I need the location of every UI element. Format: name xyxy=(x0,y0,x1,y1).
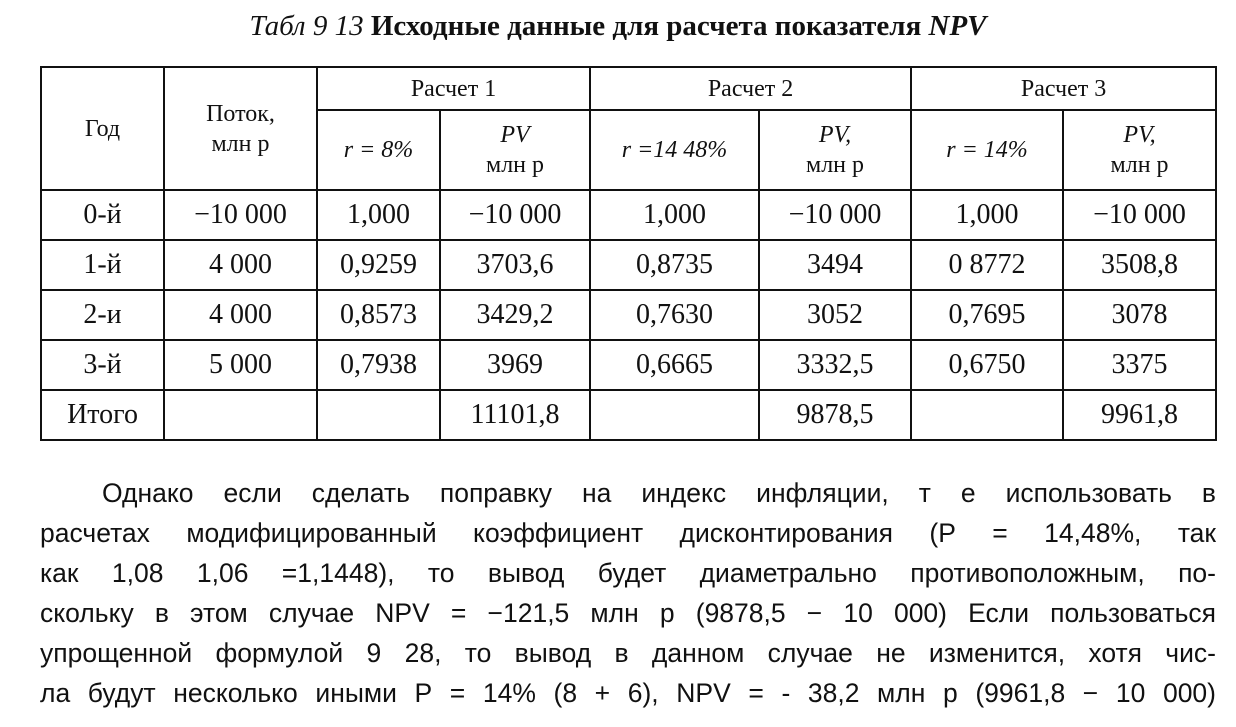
table-cell: 0 8772 xyxy=(911,240,1063,290)
table-cell: 0,6750 xyxy=(911,340,1063,390)
table-caption xyxy=(0,8,1236,44)
table-cell: 3508,8 xyxy=(1063,240,1216,290)
table-cell: 3052 xyxy=(759,290,911,340)
table-cell: 5 000 xyxy=(164,340,317,390)
table-cell: −10 000 xyxy=(759,190,911,240)
paragraph-line: расчетах модифицированный коэффициент дисконтирования (Р = 14,48%, так xyxy=(40,518,1216,548)
table-cell: 3969 xyxy=(440,340,590,390)
table-row xyxy=(41,290,1216,340)
header-flow-line2: млн р xyxy=(211,130,270,157)
table-cell: 9961,8 xyxy=(1063,390,1216,440)
table-cell: 3-й xyxy=(41,340,164,390)
table-cell: 3429,2 xyxy=(440,290,590,340)
header-calc1: Расчет 1 xyxy=(317,67,590,110)
table-cell xyxy=(317,390,440,440)
table-cell: 4 000 xyxy=(164,240,317,290)
paragraph-line: как 1,08 1,06 =1,1448), то вывод будет диаметрально противоположным, по- xyxy=(40,558,1216,588)
table-cell xyxy=(590,390,759,440)
caption-abbr: NPV xyxy=(928,10,987,42)
header-calc1-rate: r = 8% xyxy=(317,110,440,190)
table-cell: 0,7938 xyxy=(317,340,440,390)
paragraph-line: ла будут несколько иными Р = 14% (8 + 6), NPV = - 38,2 млн р (9961,8 − 10 000) xyxy=(40,678,1216,708)
paragraph-line: Однако если сделать поправку на индекс инфляции, т е использовать в xyxy=(102,478,1216,508)
table-cell: 0,7630 xyxy=(590,290,759,340)
table-cell: −10 000 xyxy=(1063,190,1216,240)
table-cell: 0,9259 xyxy=(317,240,440,290)
table-cell: 0,7695 xyxy=(911,290,1063,340)
table-row xyxy=(41,190,1216,240)
table-row xyxy=(41,240,1216,290)
paragraph-line: упрощенной формулой 9 28, то вывод в данном случае не изменится, хотя чис- xyxy=(40,638,1216,668)
header-calc3-rate: r = 14% xyxy=(911,110,1063,190)
table-cell: 3494 xyxy=(759,240,911,290)
table-cell: 3078 xyxy=(1063,290,1216,340)
caption-title: Исходные данные для расчета показателя xyxy=(370,10,922,42)
table-cell: 0,8735 xyxy=(590,240,759,290)
header-calc2-rate: r =14 48% xyxy=(590,110,759,190)
caption-label: Табл xyxy=(249,10,306,42)
table-cell xyxy=(164,390,317,440)
table-cell: 11101,8 xyxy=(440,390,590,440)
table-row xyxy=(41,340,1216,390)
table-cell: Итого xyxy=(41,390,164,440)
header-calc3: Расчет 3 xyxy=(911,67,1216,110)
table-cell: 1-й xyxy=(41,240,164,290)
table-cell xyxy=(911,390,1063,440)
header-calc2: Расчет 2 xyxy=(590,67,911,110)
header-flow xyxy=(164,67,317,190)
body-paragraph xyxy=(40,473,1216,713)
header-calc1-pv: PV млн р xyxy=(440,110,590,190)
table-cell: 3375 xyxy=(1063,340,1216,390)
table-cell: 0-й xyxy=(41,190,164,240)
caption-number: 9 13 xyxy=(312,10,364,42)
header-calc3-pv: PV, млн р xyxy=(1063,110,1216,190)
header-flow-line1: Поток, xyxy=(206,100,275,127)
table-row-total xyxy=(41,390,1216,440)
paragraph-line: скольку в этом случае NPV = −121,5 млн р (9878,5 − 10 000) Если пользоваться xyxy=(40,598,1216,628)
table-cell: 2-и xyxy=(41,290,164,340)
table-cell: 3703,6 xyxy=(440,240,590,290)
table-cell: 1,000 xyxy=(590,190,759,240)
table-cell: 3332,5 xyxy=(759,340,911,390)
table-cell: 1,000 xyxy=(911,190,1063,240)
header-year: Год xyxy=(41,67,164,190)
table-cell: 0,6665 xyxy=(590,340,759,390)
table-cell: 1,000 xyxy=(317,190,440,240)
npv-table xyxy=(40,66,1217,441)
table-cell: −10 000 xyxy=(164,190,317,240)
table-cell: 4 000 xyxy=(164,290,317,340)
table-cell: 0,8573 xyxy=(317,290,440,340)
header-calc2-pv: PV, млн р xyxy=(759,110,911,190)
table-cell: 9878,5 xyxy=(759,390,911,440)
table-cell: −10 000 xyxy=(440,190,590,240)
